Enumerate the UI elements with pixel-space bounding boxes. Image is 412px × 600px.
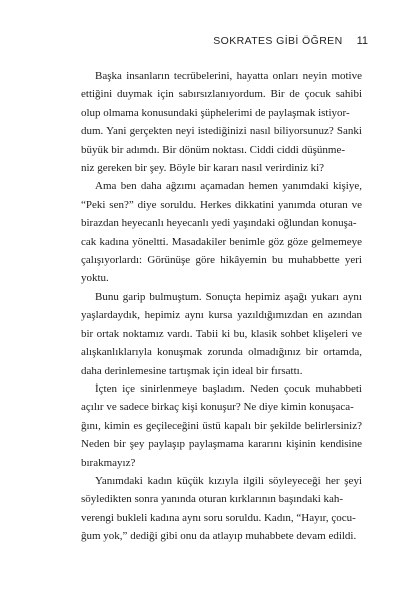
paragraph: İçten içe sinirlenmeye başladım. Neden çocuk muhabbeti açılır ve sadece birkaç kişi konuşur? Ne diye kimin konuşaca- ğını, kimin es geçileceğini üstü kapalı bir şekilde belirlersiniz? Neden bir şey paylaşıp paylaşmama kararını kişinin kendisine bırakmayız?	[81, 382, 362, 469]
page-number: 11	[356, 35, 368, 47]
paragraph: Ama ben daha ağzımı açamadan hemen yanımdaki kişiye, “Peki sen?” diye soruldu. Herkes dikkatini yanımda oturan ve birazdan heyecanlı heyecanlı yedi yaşındaki oğlundan konuşa- cak kadına yöneltti. Masadakiler benimle göz göze gelmemeye çalışıyorlardı: Görünüşe göre hikâyemin bu muhabbette yeri yoktu.	[81, 180, 362, 285]
paragraph: Yanımdaki kadın küçük kızıyla ilgili söyleyeceği her şeyi söyledikten sonra yanında oturan kırklarının başındaki kah- verengi bukleli kadına aynı soru soruldu. Kadın, “Hayır, çocu- ğum yok,” dediği gibi onu da atlayıp muhabbete devam edildi.	[81, 474, 362, 543]
book-title: SOKRATES GİBİ ÖĞREN	[213, 35, 343, 47]
running-header	[0, 34, 368, 48]
paragraph: Başka insanların tecrübelerini, hayatta onları neyin motive ettiğini duymak için sabırsızlanıyordum. Bir de çocuk sahibi olup olmama konusundaki şüphelerimi de paylaşmak istiyor- dum. Yani gerçekten neyi istediğinizi nasıl biliyorsunuz? Sanki büyük bir adımdı. Bir dönüm noktası. Ciddi ciddi düşünme- niz gereken bir şey. Böyle bir kararı nasıl verirdiniz ki?	[81, 70, 362, 175]
body-text	[81, 67, 362, 546]
paragraph: Bunu garip bulmuştum. Sonuçta hepimiz aşağı yukarı aynı yaşlardaydık, hepimiz aynı kursa yazıldığımızdan en azından bir ortak noktamız vardı. Tabii ki bu, klasik sohbet klişeleri ve alışkanlıklarıyla konuşmak zorunda olmadığınız bir ortamda, daha derinlemesine tartışmak için ideal bir fırsattı.	[81, 290, 362, 377]
